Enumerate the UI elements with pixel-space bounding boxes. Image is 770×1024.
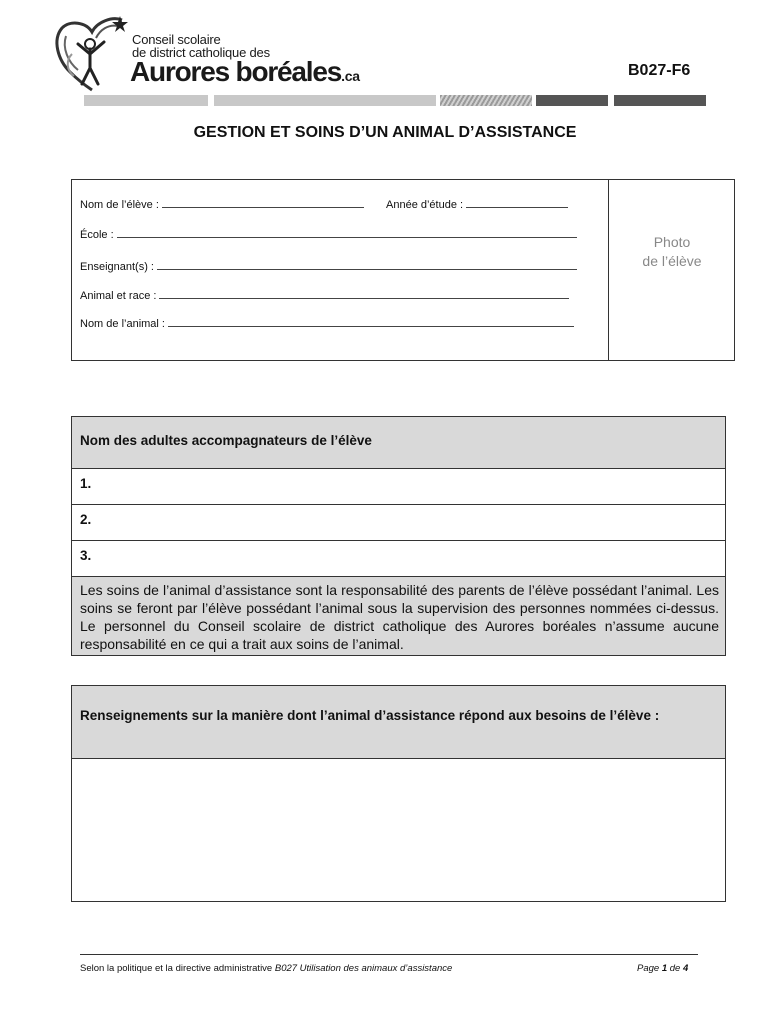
school-line[interactable] — [117, 228, 577, 238]
logo-emblem-icon — [52, 14, 132, 96]
school-label: École : — [80, 229, 114, 241]
header-bar-3 — [440, 95, 532, 106]
header-bar-4 — [536, 95, 608, 106]
student-photo-box[interactable] — [608, 179, 736, 361]
animal-name-field[interactable] — [80, 317, 574, 330]
header-bar-2 — [214, 95, 436, 106]
student-name-field[interactable] — [80, 198, 364, 211]
logo-brand-name: Aurores boréales — [130, 56, 342, 87]
logo-text-line3 — [130, 56, 360, 88]
page-number — [637, 963, 688, 974]
logo-brand-suffix: .ca — [341, 68, 360, 84]
teachers-line[interactable] — [157, 260, 577, 270]
photo-placeholder-line1: Photo — [653, 234, 691, 250]
responsibility-note: Les soins de l’animal d’assistance sont la responsabilité des parents de l’élève possédant l’animal. Les soins se feront par l’élève possédant l’animal sous la supervision des personnes nommées ci-dessus. Le personnel du Conseil scolaire de district catholique des Aurores boréales n’assume aucune responsabilité en ce qui a trait aux soins de l’animal. — [72, 577, 725, 655]
adult-row-3[interactable]: 3. — [72, 541, 725, 577]
page-number-current: 1 — [661, 963, 668, 974]
animal-breed-label: Animal et race : — [80, 290, 157, 302]
footer-reference — [80, 963, 452, 974]
photo-placeholder-line2: de l’élève — [642, 253, 702, 269]
adult-row-1[interactable]: 1. — [72, 469, 725, 505]
page-title: GESTION ET SOINS D’UN ANIMAL D’ASSISTANCE — [193, 124, 577, 141]
page-number-of: de — [667, 963, 683, 974]
logo-text-line1: Conseil scolaire — [132, 32, 221, 47]
animal-breed-field[interactable] — [80, 289, 569, 302]
document-number: B027-F6 — [628, 62, 691, 79]
student-name-line[interactable] — [162, 198, 364, 208]
logo-text-line2: de district catholique des — [132, 45, 270, 60]
animal-needs-table — [71, 685, 726, 902]
adults-table-header: Nom des adultes accompagnateurs de l’élève — [72, 417, 725, 469]
student-name-label: Nom de l’élève : — [80, 199, 159, 211]
header-bar-1 — [84, 95, 208, 106]
animal-needs-header: Renseignements sur la manière dont l’animal d’assistance répond aux besoins de l’élève : — [72, 686, 725, 759]
footer-reference-prefix: Selon la politique et la directive administrative — [80, 963, 275, 974]
animal-needs-answer-area[interactable] — [72, 759, 725, 901]
grade-field[interactable] — [386, 198, 568, 211]
footer-divider — [80, 954, 698, 955]
header-bar-5 — [614, 95, 706, 106]
grade-line[interactable] — [466, 198, 568, 208]
school-field[interactable] — [80, 228, 577, 241]
page-number-total: 4 — [682, 963, 689, 974]
animal-name-line[interactable] — [168, 317, 574, 327]
photo-placeholder — [609, 233, 735, 271]
student-info-box — [71, 179, 735, 361]
teachers-label: Enseignant(s) : — [80, 261, 154, 273]
page-number-prefix: Page — [637, 963, 662, 974]
teachers-field[interactable] — [80, 260, 577, 273]
animal-breed-line[interactable] — [159, 289, 569, 299]
grade-label: Année d’étude : — [386, 199, 464, 211]
adults-table — [71, 416, 726, 656]
adult-row-2[interactable]: 2. — [72, 505, 725, 541]
board-logo — [52, 14, 360, 96]
animal-name-label: Nom de l’animal : — [80, 318, 165, 330]
footer-reference-title: B027 Utilisation des animaux d’assistance — [274, 963, 453, 974]
